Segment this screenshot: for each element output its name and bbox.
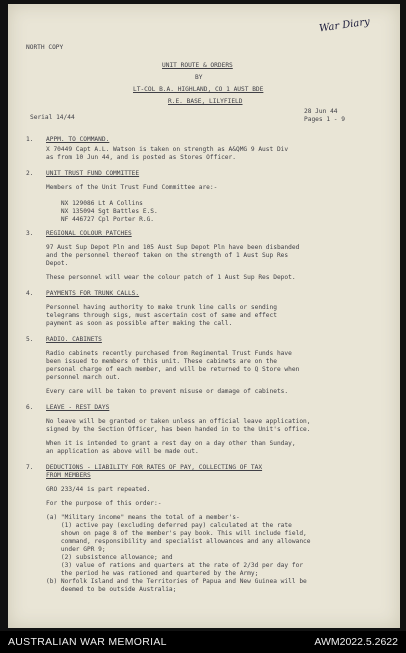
- section-heading-continued: FROM MEMBERS: [46, 472, 91, 479]
- serial-number: Serial 14/44: [30, 114, 75, 121]
- section-line: (b) Norfolk Island and the Territories of Papua and New Guinea will be: [46, 578, 307, 585]
- section-line: NF 446727 Cpl Porter R.G.: [46, 216, 155, 223]
- section-line: deemed to be outside Australia;: [46, 586, 177, 593]
- footer-institution: AUSTRALIAN WAR MEMORIAL: [8, 636, 167, 648]
- section-number: 3.: [26, 230, 34, 237]
- section-heading: PAYMENTS FOR TRUNK CALLS.: [46, 290, 140, 297]
- section-line: command, responsibility and specialist allowances and any allowance: [46, 538, 311, 545]
- section-number: 5.: [26, 336, 34, 343]
- section-line: X 70449 Capt A.L. Watson is taken on strength as A&QMG 9 Aust Div: [46, 146, 289, 153]
- section-heading: REGIONAL COLOUR PATCHES: [46, 230, 132, 237]
- section-line: and the personnel thereof taken on the strength of 1 Aust Sup Res: [46, 252, 289, 259]
- order-date: 28 Jun 44: [304, 108, 338, 115]
- section-line: When it is intended to grant a rest day on a day other than Sunday,: [46, 440, 296, 447]
- section-line: payment as soon as possible after making the call.: [46, 320, 233, 327]
- section-number: 6.: [26, 404, 34, 411]
- page-count: Pages 1 - 9: [304, 116, 345, 123]
- section-line: (a) "Military income" means the total of a member's-: [46, 514, 240, 521]
- section-heading: APPM. TO COMMAND.: [46, 136, 110, 143]
- document-title: UNIT ROUTE & ORDERS: [162, 62, 233, 69]
- section-number: 4.: [26, 290, 34, 297]
- section-line: GRO 233/44 is part repeated.: [46, 486, 151, 493]
- section-line: personnel march out.: [46, 374, 121, 381]
- section-line: NX 129086 Lt A Collins: [46, 200, 143, 207]
- section-line: an application as above will be made out.: [46, 448, 199, 455]
- issuing-officer: LT-COL B.A. HIGHLAND, CO 1 AUST BDE: [133, 86, 264, 93]
- section-heading: LEAVE - REST DAYS: [46, 404, 110, 411]
- section-line: 97 Aust Sup Depot Pln and 105 Aust Sup Depot Pln have been disbanded: [46, 244, 300, 251]
- section-line: under GPR 9;: [46, 546, 106, 553]
- location: R.E. BASE, LILYFIELD: [168, 98, 243, 105]
- section-line: telegrams through sigs, must ascertain cost of same and effect: [46, 312, 277, 319]
- document-page: [8, 4, 400, 628]
- handwritten-annotation: War Diary: [318, 16, 371, 35]
- section-line: No leave will be granted or taken unless an official leave application,: [46, 418, 311, 425]
- section-heading: RADIO. CABINETS: [46, 336, 102, 343]
- section-line: shown on page 8 of the member's pay book. This will include field,: [46, 530, 307, 537]
- section-line: Members of the Unit Trust Fund Committee are:-: [46, 184, 218, 191]
- section-heading: DEDUCTIONS - LIABILITY FOR RATES OF PAY, COLLECTING OF TAX: [46, 464, 263, 471]
- section-heading: UNIT TRUST FUND COMMITTEE: [46, 170, 140, 177]
- section-line: (2) subsistence allowance; and: [46, 554, 173, 561]
- section-line: NX 135094 Sgt Battles E.S.: [46, 208, 158, 215]
- section-line: Personnel having authority to make trunk line calls or sending: [46, 304, 277, 311]
- section-line: signed by the Section Officer, has been handed in to the Unit's office.: [46, 426, 311, 433]
- section-line: personal charge of each member, and will be returned to Q Store when: [46, 366, 300, 373]
- footer-reference: AWM2022.5.2622: [314, 636, 398, 648]
- section-number: 2.: [26, 170, 34, 177]
- section-line: been issued to members of this unit. These cabinets are on the: [46, 358, 277, 365]
- section-line: Radio cabinets recently purchased from Regimental Trust Funds have: [46, 350, 292, 357]
- archive-footer: [0, 631, 406, 653]
- section-number: 1.: [26, 136, 34, 143]
- section-line: (3) value of rations and quarters at the rate of 2/3d per day for: [46, 562, 304, 569]
- section-line: These personnel will wear the colour patch of 1 Aust Sup Res Depot.: [46, 274, 296, 281]
- section-number: 7.: [26, 464, 34, 471]
- section-line: (1) active pay (excluding deferred pay) calculated at the rate: [46, 522, 292, 529]
- section-line: the period he was rationed and quartered by the Army;: [46, 570, 259, 577]
- section-line: Depot.: [46, 260, 69, 267]
- copy-label: NORTH COPY: [26, 44, 64, 51]
- section-line: For the purpose of this order:-: [46, 500, 162, 507]
- section-line: as from 10 Jun 44, and is posted as Stores Officer.: [46, 154, 236, 161]
- section-line: Every care will be taken to prevent misuse or damage of cabinets.: [46, 388, 289, 395]
- by-line: BY: [195, 74, 203, 81]
